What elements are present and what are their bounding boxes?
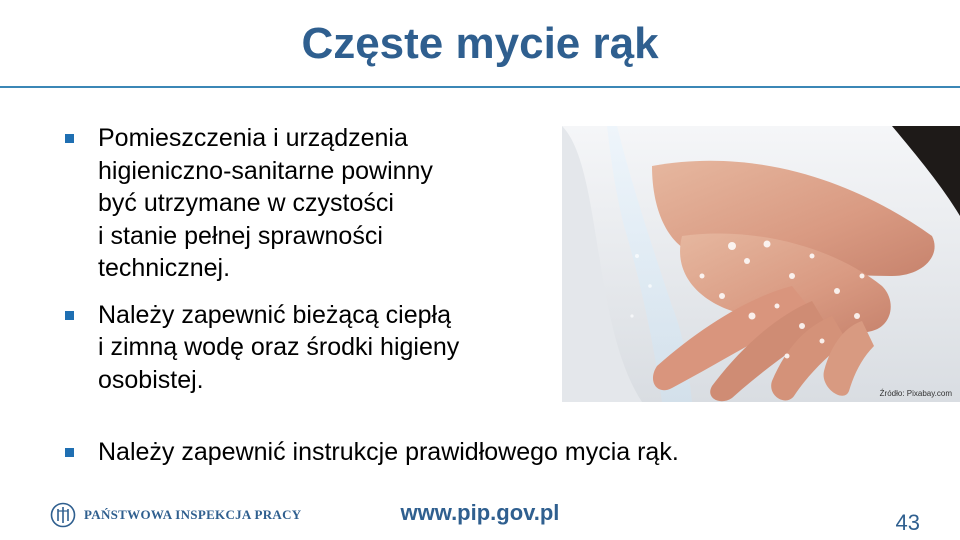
bullet-list: [60, 122, 530, 410]
footer-url-link[interactable]: www.pip.gov.pl: [400, 500, 560, 525]
footer-logo-text: PAŃSTWOWA INSPEKCJA PRACY: [84, 507, 302, 522]
bullet-square-icon: [65, 448, 74, 457]
hand-washing-photo: [562, 126, 960, 402]
bullet-text: Pomieszczenia i urządzenia higieniczno-sanitarne powinny być utrzymane w czystości i stanie pełnej sprawności technicznej.: [98, 124, 433, 282]
bullet-item: [60, 122, 530, 285]
bullet-square-icon: [65, 311, 74, 320]
slide-title: Częste mycie rąk: [301, 19, 659, 68]
photo-credit: Źródło: Pixabay.com: [879, 389, 952, 398]
hand-washing-illustration: [562, 126, 960, 402]
bullet-item: [60, 299, 530, 397]
bullet-text: Należy zapewnić bieżącą ciepłą i zimną wodę oraz środki higieny osobistej.: [98, 300, 460, 394]
page-number: 43: [895, 510, 920, 535]
title-divider: [0, 86, 960, 88]
bullet-item-wide: [60, 436, 958, 469]
bullet-text: Należy zapewnić instrukcje prawidłowego mycia rąk.: [98, 438, 679, 466]
bullet-square-icon: [65, 134, 74, 143]
